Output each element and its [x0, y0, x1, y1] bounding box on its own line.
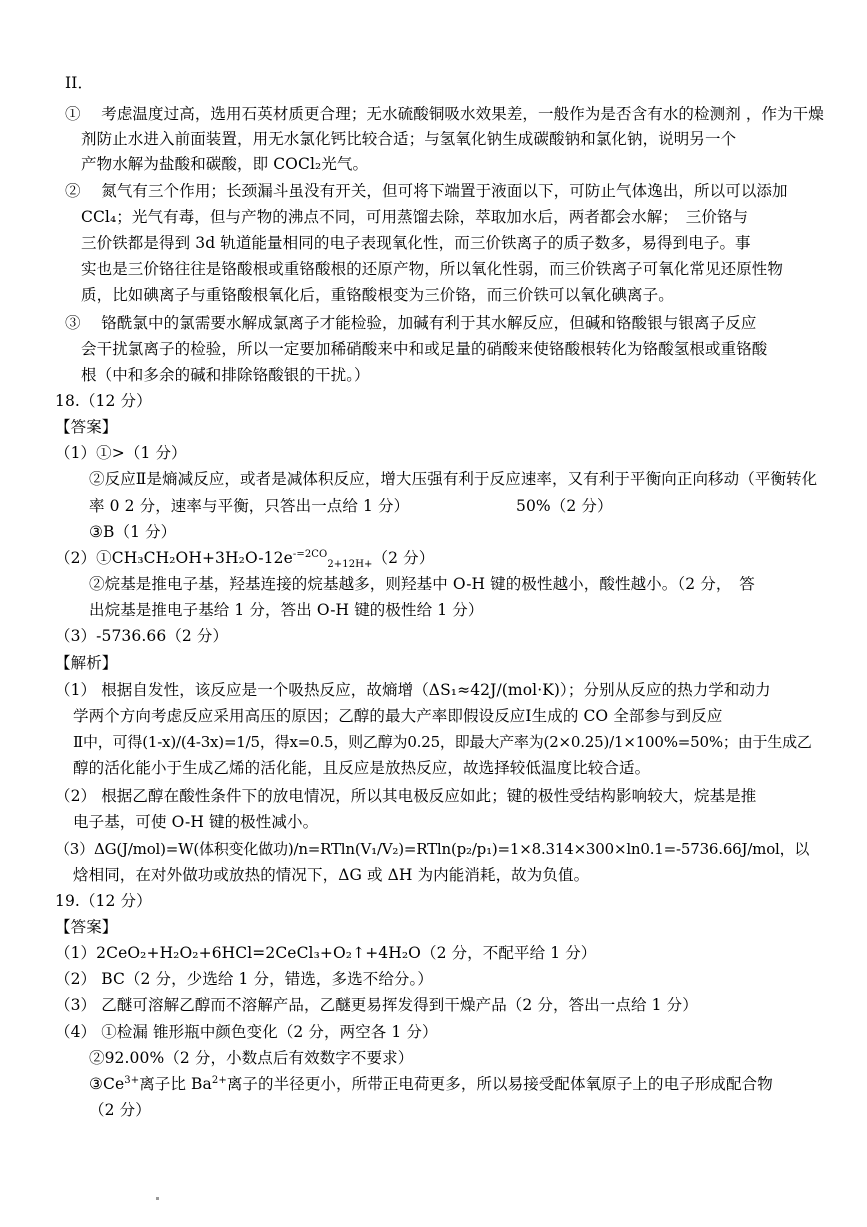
answer-line: ③B（1 分） [89, 523, 177, 541]
answer-line: （1）①>（1 分） [55, 444, 187, 462]
ion-rest: 离子的半径更小，所带正电荷更多，所以易接受配体氧原子上的电子形成配合物 [226, 1075, 773, 1093]
answer-line: 率 0 2 分，速率与平衡，只答出一点给 1 分） [89, 497, 410, 515]
equation-score: （2 分） [372, 549, 435, 567]
answer-line: ②反应Ⅱ是熵减反应，或者是减体积反应，增大压强有利于反应速率，又有利于平衡向正向移动（平衡转化 [89, 470, 818, 488]
paragraph-line: ③ 铬酰氯中的氯需要水解成氯离子才能检验，加碱有利于其水解反应，但碱和铬酸银与银离子反应 [65, 314, 757, 332]
answer-line: （3） 乙醚可溶解乙醇而不溶解产品，乙醚更易挥发得到干燥产品（2 分，答出一点给 1 分） [55, 996, 698, 1014]
equation-main: （2）①CH₃CH₂OH+3H₂O-12e [55, 549, 293, 567]
ion-ce-charge: 3+ [124, 1074, 140, 1086]
answer-line: （2 分） [89, 1101, 151, 1119]
analysis-line: 学两个方向考虑反应采用高压的原因；乙醇的最大产率即假设反应Ⅰ生成的 CO 全部参与到反应 [73, 707, 723, 725]
answer-line: ②92.00%（2 分，小数点后有效数字不要求） [89, 1049, 414, 1067]
paragraph-line: 三价铁都是得到 3d 轨道能量相同的电子表现氧化性，而三价铁离子的质子数多，易得到电子。事 [81, 234, 751, 252]
analysis-line: 醇的活化能小于生成乙烯的活化能，且反应是放热反应，故选择较低温度比较合适。 [73, 759, 651, 777]
ion-ba-charge: 2+ [211, 1074, 227, 1086]
answer-line: ②烷基是推电子基，羟基连接的烷基越多，则羟基中 O-H 键的极性越小，酸性越小。（2 分， 答 [89, 575, 755, 593]
paragraph-line: ① 考虑温度过高，选用石英材质更合理；无水硫酸铜吸水效果差，一般作为是否含有水的检测剂 ，作为干燥 [65, 105, 824, 123]
analysis-line: Ⅱ中，可得(1-x)/(4-3x)=1/5，得x=0.5，则乙醇为0.25，即最大产率为(2×0.25)/1×100%=50%；由于生成乙 [73, 733, 812, 751]
answer-line: （1）2CeO₂+H₂O₂+6HCl=2CeCl₃+O₂↑+4H₂O（2 分，不配平给 1 分） [55, 944, 597, 962]
paragraph-line: CCl₄；光气有毒，但与产物的沸点不同，可用蒸馏去除，萃取加水后，两者都会水解； 三价铬与 [81, 208, 749, 226]
answer-line: （2） BC（2 分，少选给 1 分，错选，多选不给分。） [55, 970, 433, 988]
question-18-title: 18.（12 分） [55, 392, 152, 410]
analysis-line: （2） 根据乙醇在酸性条件下的放电情况，所以其电极反应如此；键的极性受结构影响较大，烷基是推 [55, 787, 757, 805]
section-title: II． [65, 74, 94, 92]
answer-label: 【答案】 [55, 418, 118, 436]
ion-mid: 离子比 Ba [139, 1075, 212, 1093]
paragraph-line: 根（中和多余的碱和排除铬酸银的干扰。） [81, 366, 370, 384]
answer-label: 【答案】 [55, 918, 118, 936]
analysis-line: （3）ΔG(J/mol)=W(体积变化做功)/n=RTln(V₁/V₂)=RTln(p₂/p₁)=1×8.314×300×ln0.1=-5736.66J/mol，以 [55, 840, 810, 858]
answer-line: （4） ①检漏 锥形瓶中颜色变化（2 分，两空各 1 分） [55, 1023, 438, 1041]
analysis-line: （1） 根据自发性，该反应是一个吸热反应，故熵增（ΔS₁≈42J/(mol·K)）；分别从反应的热力学和动力 [55, 681, 771, 699]
paragraph-line: 实也是三价铬往往是铬酸根或重铬酸根的还原产物，所以氧化性弱，而三价铁离子可氧化常见还原性物 [81, 260, 784, 278]
answer-line-equation [55, 546, 434, 571]
page-mark [156, 1197, 159, 1200]
analysis-line: 焓相同，在对外做功或放热的情况下，ΔG 或 ΔH 为内能消耗，故为负值。 [73, 866, 590, 884]
answer-line: 出烷基是推电子基给 1 分，答出 O-H 键的极性给 1 分） [89, 601, 484, 619]
question-19-title: 19.（12 分） [55, 892, 152, 910]
paragraph-line: 产物水解为盐酸和碳酸，即 COCl₂光气。 [81, 155, 369, 173]
paragraph-line: 会干扰氯离子的检验，所以一定要加稀硝酸来中和或足量的硝酸来使铬酸根转化为铬酸氢根或重铬酸 [81, 340, 768, 358]
paragraph-line: ② 氮气有三个作用；长颈漏斗虽没有开关，但可将下端置于液面以下，可防止气体逸出，所以可以添加 [65, 182, 788, 200]
answer-line: （3）-5736.66（2 分） [55, 627, 229, 645]
analysis-label: 【解析】 [55, 654, 118, 672]
equation-sub: 2+12H+ [327, 559, 373, 571]
answer-value: 50%（2 分） [516, 497, 613, 515]
paragraph-line: 剂防止水进入前面装置，用无水氯化钙比较合适；与氢氧化钠生成碳酸钠和氯化钠，说明另一个 [81, 130, 737, 148]
equation-sup: -=2CO [292, 548, 328, 560]
analysis-line: 电子基，可使 O-H 键的极性减小。 [73, 813, 319, 831]
answer-line-ions [89, 1072, 773, 1097]
ion-ce: ③Ce [89, 1075, 125, 1093]
paragraph-line: 质，比如碘离子与重铬酸根氧化后，重铬酸根变为三价铬，而三价铁可以氧化碘离子。 [81, 286, 674, 304]
